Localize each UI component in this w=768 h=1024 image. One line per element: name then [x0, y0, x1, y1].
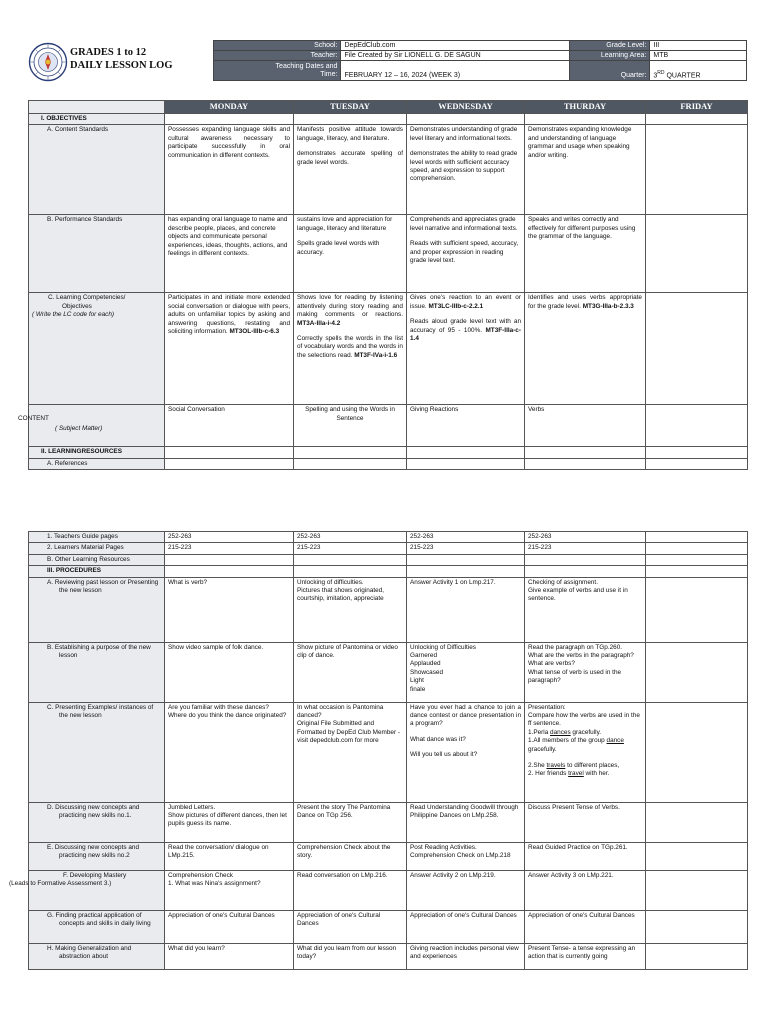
purpose-tuesday: Show picture of Pantomina or video clip of dance.	[294, 642, 407, 702]
mastery-wednesday: Answer Activity 2 on LMp.219.	[407, 870, 525, 910]
content-std-wednesday: Demonstrates understanding of grade level literary and informational texts. demonstrates the ability to read grade level words with sufficient accuracy speed, and expression to support comprehension.	[407, 125, 525, 215]
row-practical-application	[29, 910, 748, 943]
row-learning-competencies	[29, 293, 748, 405]
discussing-2-wednesday: Post Reading Activities. Comprehension Check on LMp.218	[407, 842, 525, 870]
application-wednesday: Appreciation of one's Cultural Dances	[407, 910, 525, 943]
row-reviewing	[29, 577, 748, 642]
mastery-label: F. Developing Mastery (Leads to Formative Assessment 3.)	[29, 870, 165, 910]
reviewing-thursday: Checking of assignment. Give example of verbs and use it in sentence.	[525, 577, 646, 642]
lesson-info-table	[213, 40, 747, 81]
dll-header	[28, 40, 747, 86]
other-resources-label: B. Other Learning Resources	[29, 554, 165, 565]
reviewing-wednesday: Answer Activity 1 on Lmp.217.	[407, 577, 525, 642]
generalization-wednesday: Giving reaction includes personal view and experiences	[407, 943, 525, 969]
row-performance-standards	[29, 215, 748, 293]
discussing-1-wednesday: Read Understanding Goodwill through Philippine Dances on LMp.258.	[407, 802, 525, 842]
content-std-monday: Possesses expanding language skills and cultural awareness necessary to participate successfully in oral communication in different contexts.	[165, 125, 294, 215]
content-tuesday: Spelling and using the Words in Sentence	[294, 405, 407, 447]
grade-label: Grade Level:	[569, 41, 650, 51]
performance-standards-label: B. Performance Standards	[29, 215, 165, 293]
school-label: School:	[214, 41, 341, 51]
content-thursday: Verbs	[525, 405, 646, 447]
application-monday: Appreciation of one's Cultural Dances	[165, 910, 294, 943]
lm-thursday: 215-223	[525, 543, 646, 554]
content-std-friday	[646, 125, 748, 215]
perf-std-thursday: Speaks and writes correctly and effectively for different purposes using the grammar of the language.	[525, 215, 646, 293]
resources-heading: II. LEARNINGRESOURCES	[29, 447, 165, 458]
competency-thursday: Identifies and uses verbs appropriate for the grade level. MT3G-IIIa-b-2.3.3	[525, 293, 646, 405]
teacher-value: File Created by Sir LIONELL G. DE SAGUN	[341, 51, 569, 61]
discussing-2-tuesday: Comprehension Check about the story.	[294, 842, 407, 870]
row-content	[29, 405, 748, 447]
competency-monday: Participates in and initiate more extended social conversation or dialogue with peers, adults on unfamiliar topics by asking and answering questions, restating and soliciting information. MT3OL-IIIb-c-6.3	[165, 293, 294, 405]
reviewing-friday	[646, 577, 748, 642]
content-friday	[646, 405, 748, 447]
purpose-friday	[646, 642, 748, 702]
perf-std-friday	[646, 215, 748, 293]
day-header-wednesday: WEDNESDAY	[407, 101, 525, 114]
generalization-tuesday: What did you learn from our lesson today?	[294, 943, 407, 969]
discussing-1-thursday: Discuss Present Tense of Verbs.	[525, 802, 646, 842]
competencies-label: C. Learning Competencies/ Objectives ( Write the LC code for each)	[29, 293, 165, 405]
application-friday	[646, 910, 748, 943]
content-label: CONTENT ( Subject Matter)	[29, 405, 165, 447]
examples-monday: Are you familiar with these dances? Where do you think the dance originated?	[165, 702, 294, 802]
row-presenting-examples	[29, 702, 748, 802]
quarter-label: Quarter:	[569, 61, 650, 81]
generalization-friday	[646, 943, 748, 969]
perf-std-tuesday: sustains love and appreciation for language, literacy and literature Spells grade level words with accuracy.	[294, 215, 407, 293]
examples-wednesday: Have you ever had a chance to join a dance contest or dance presentation in a program? What dance was it? Will you tell us about it?	[407, 702, 525, 802]
application-label: G. Finding practical application of concepts and skills in daily living	[29, 910, 165, 943]
day-header-monday: MONDAY	[165, 101, 294, 114]
area-value: MTB	[650, 51, 747, 61]
deped-seal-icon	[28, 42, 68, 82]
generalization-monday: What did you learn?	[165, 943, 294, 969]
application-tuesday: Appreciation of one's Cultural Dances	[294, 910, 407, 943]
tg-tuesday: 252-263	[294, 532, 407, 543]
mastery-friday	[646, 870, 748, 910]
discussing-2-monday: Read the conversation/ dialogue on LMp.215.	[165, 842, 294, 870]
dates-label: Teaching Dates and Time:	[214, 61, 341, 81]
title-grades: GRADES 1 to 12	[70, 47, 147, 58]
lm-monday: 215-223	[165, 543, 294, 554]
discussing-1-label: D. Discussing new concepts and practicing new skills no.1.	[29, 802, 165, 842]
mastery-thursday: Answer Activity 3 on LMp.221.	[525, 870, 646, 910]
title-dll: DAILY LESSON LOG	[70, 60, 173, 71]
content-standards-label: A. Content Standards	[29, 125, 165, 215]
teacher-label: Teacher:	[214, 51, 341, 61]
purpose-wednesday: Unlocking of Difficulties Garnered Applauded Showcased Light finale	[407, 642, 525, 702]
row-developing-mastery	[29, 870, 748, 910]
tg-thursday: 252-263	[525, 532, 646, 543]
row-purpose	[29, 642, 748, 702]
discussing-1-tuesday: Present the story The Pantomina Dance on TGp 256.	[294, 802, 407, 842]
row-generalization	[29, 943, 748, 969]
perf-std-monday: has expanding oral language to name and describe people, places, and concrete objects and communicate personal experiences, ideas, thoughts, actions, and feelings in different contexts.	[165, 215, 294, 293]
tg-wednesday: 252-263	[407, 532, 525, 543]
procedures-heading: III. PROCEDURES	[29, 566, 165, 577]
examples-tuesday: In what occasion is Pantomina danced? Original File Submitted and Formatted by DepEd Club Member - visit depedclub.com for more	[294, 702, 407, 802]
perf-std-wednesday: Comprehends and appreciates grade level narrative and informational texts. Reads with sufficient speed, accuracy, and proper expression in reading grade level text.	[407, 215, 525, 293]
lm-wednesday: 215-223	[407, 543, 525, 554]
content-wednesday: Giving Reactions	[407, 405, 525, 447]
purpose-monday: Show video sample of folk dance.	[165, 642, 294, 702]
row-discussing-2	[29, 842, 748, 870]
examples-friday	[646, 702, 748, 802]
objectives-heading: I. OBJECTIVES	[29, 114, 165, 125]
competency-tuesday: Shows love for reading by listening attentively during story reading and making comments or reactions. MT3A-IIIa-i-4.2 Correctly spells the words in the list of vocabulary words and the words in the selections read. MT3F-IVa-i-1.6	[294, 293, 407, 405]
discussing-2-label: E. Discussing new concepts and practicing new skills no.2	[29, 842, 165, 870]
mastery-tuesday: Read conversation on LMp.216.	[294, 870, 407, 910]
day-header-thursday: THURDAY	[525, 101, 646, 114]
dll-table-objectives	[18, 100, 748, 470]
references-label: A. References	[29, 458, 165, 469]
reviewing-tuesday: Unlocking of difficulties. Pictures that shows originated, courtship, imitation, appreciate	[294, 577, 407, 642]
row-discussing-1	[29, 802, 748, 842]
dates-value: FEBRUARY 12 – 16, 2024 (WEEK 3)	[341, 61, 569, 81]
discussing-2-thursday: Read Guided Practice on TGp.261.	[525, 842, 646, 870]
quarter-value: 3RD QUARTER	[650, 61, 747, 81]
content-monday: Social Conversation	[165, 405, 294, 447]
mastery-monday: Comprehension Check 1. What was Nina's assignment?	[165, 870, 294, 910]
content-std-tuesday: Manifests positive attitude towards language, literacy, and literature. demonstrates accurate spelling of grade level words.	[294, 125, 407, 215]
examples-thursday: Presentation: Compare how the verbs are used in the ff sentence. 1.Perla dances gracefully. 1.All members of the group dance gracefully. 2.She travels to different places, 2. Her friends travel with her.	[525, 702, 646, 802]
day-header-tuesday: TUESDAY	[294, 101, 407, 114]
competency-wednesday: Gives one's reaction to an event or issue. MT3LC-IIIb-c-2.2.1 Reads aloud grade level text with an accuracy of 95 - 100%. MT3F-IIIa-c-1.4	[407, 293, 525, 405]
dll-title	[70, 46, 173, 72]
application-thursday: Appreciation of one's Cultural Dances	[525, 910, 646, 943]
purpose-label: B. Establishing a purpose of the new lesson	[29, 642, 165, 702]
generalization-label: H. Making Generalization and abstraction about	[29, 943, 165, 969]
dll-table-procedures	[9, 531, 748, 970]
lm-pages-label: 2. Learners Material Pages	[29, 543, 165, 554]
reviewing-monday: What is verb?	[165, 577, 294, 642]
day-header-friday: FRIDAY	[646, 101, 748, 114]
tg-friday	[646, 532, 748, 543]
row-content-standards	[29, 125, 748, 215]
discussing-1-monday: Jumbled Letters. Show pictures of different dances, then let pupils guess its name.	[165, 802, 294, 842]
discussing-2-friday	[646, 842, 748, 870]
reviewing-label: A. Reviewing past lesson or Presenting the new lesson	[29, 577, 165, 642]
lm-tuesday: 215-223	[294, 543, 407, 554]
tg-monday: 252-263	[165, 532, 294, 543]
grade-value: III	[650, 41, 747, 51]
competency-friday	[646, 293, 748, 405]
area-label: Learning Area:	[569, 51, 650, 61]
generalization-thursday: Present Tense- a tense expressing an action that is currently going	[525, 943, 646, 969]
content-std-thursday: Demonstrates expanding knowledge and understanding of language grammar and usage when speaking and/or writing.	[525, 125, 646, 215]
discussing-1-friday	[646, 802, 748, 842]
school-value: DepEdClub.com	[341, 41, 569, 51]
tg-pages-label: 1. Teachers Guide pages	[29, 532, 165, 543]
examples-label: C. Presenting Examples/ instances of the new lesson	[29, 702, 165, 802]
purpose-thursday: Read the paragraph on TGp.260. What are the verbs in the paragraph? What are verbs? What tense of verb is used in the paragraph?	[525, 642, 646, 702]
lm-friday	[646, 543, 748, 554]
